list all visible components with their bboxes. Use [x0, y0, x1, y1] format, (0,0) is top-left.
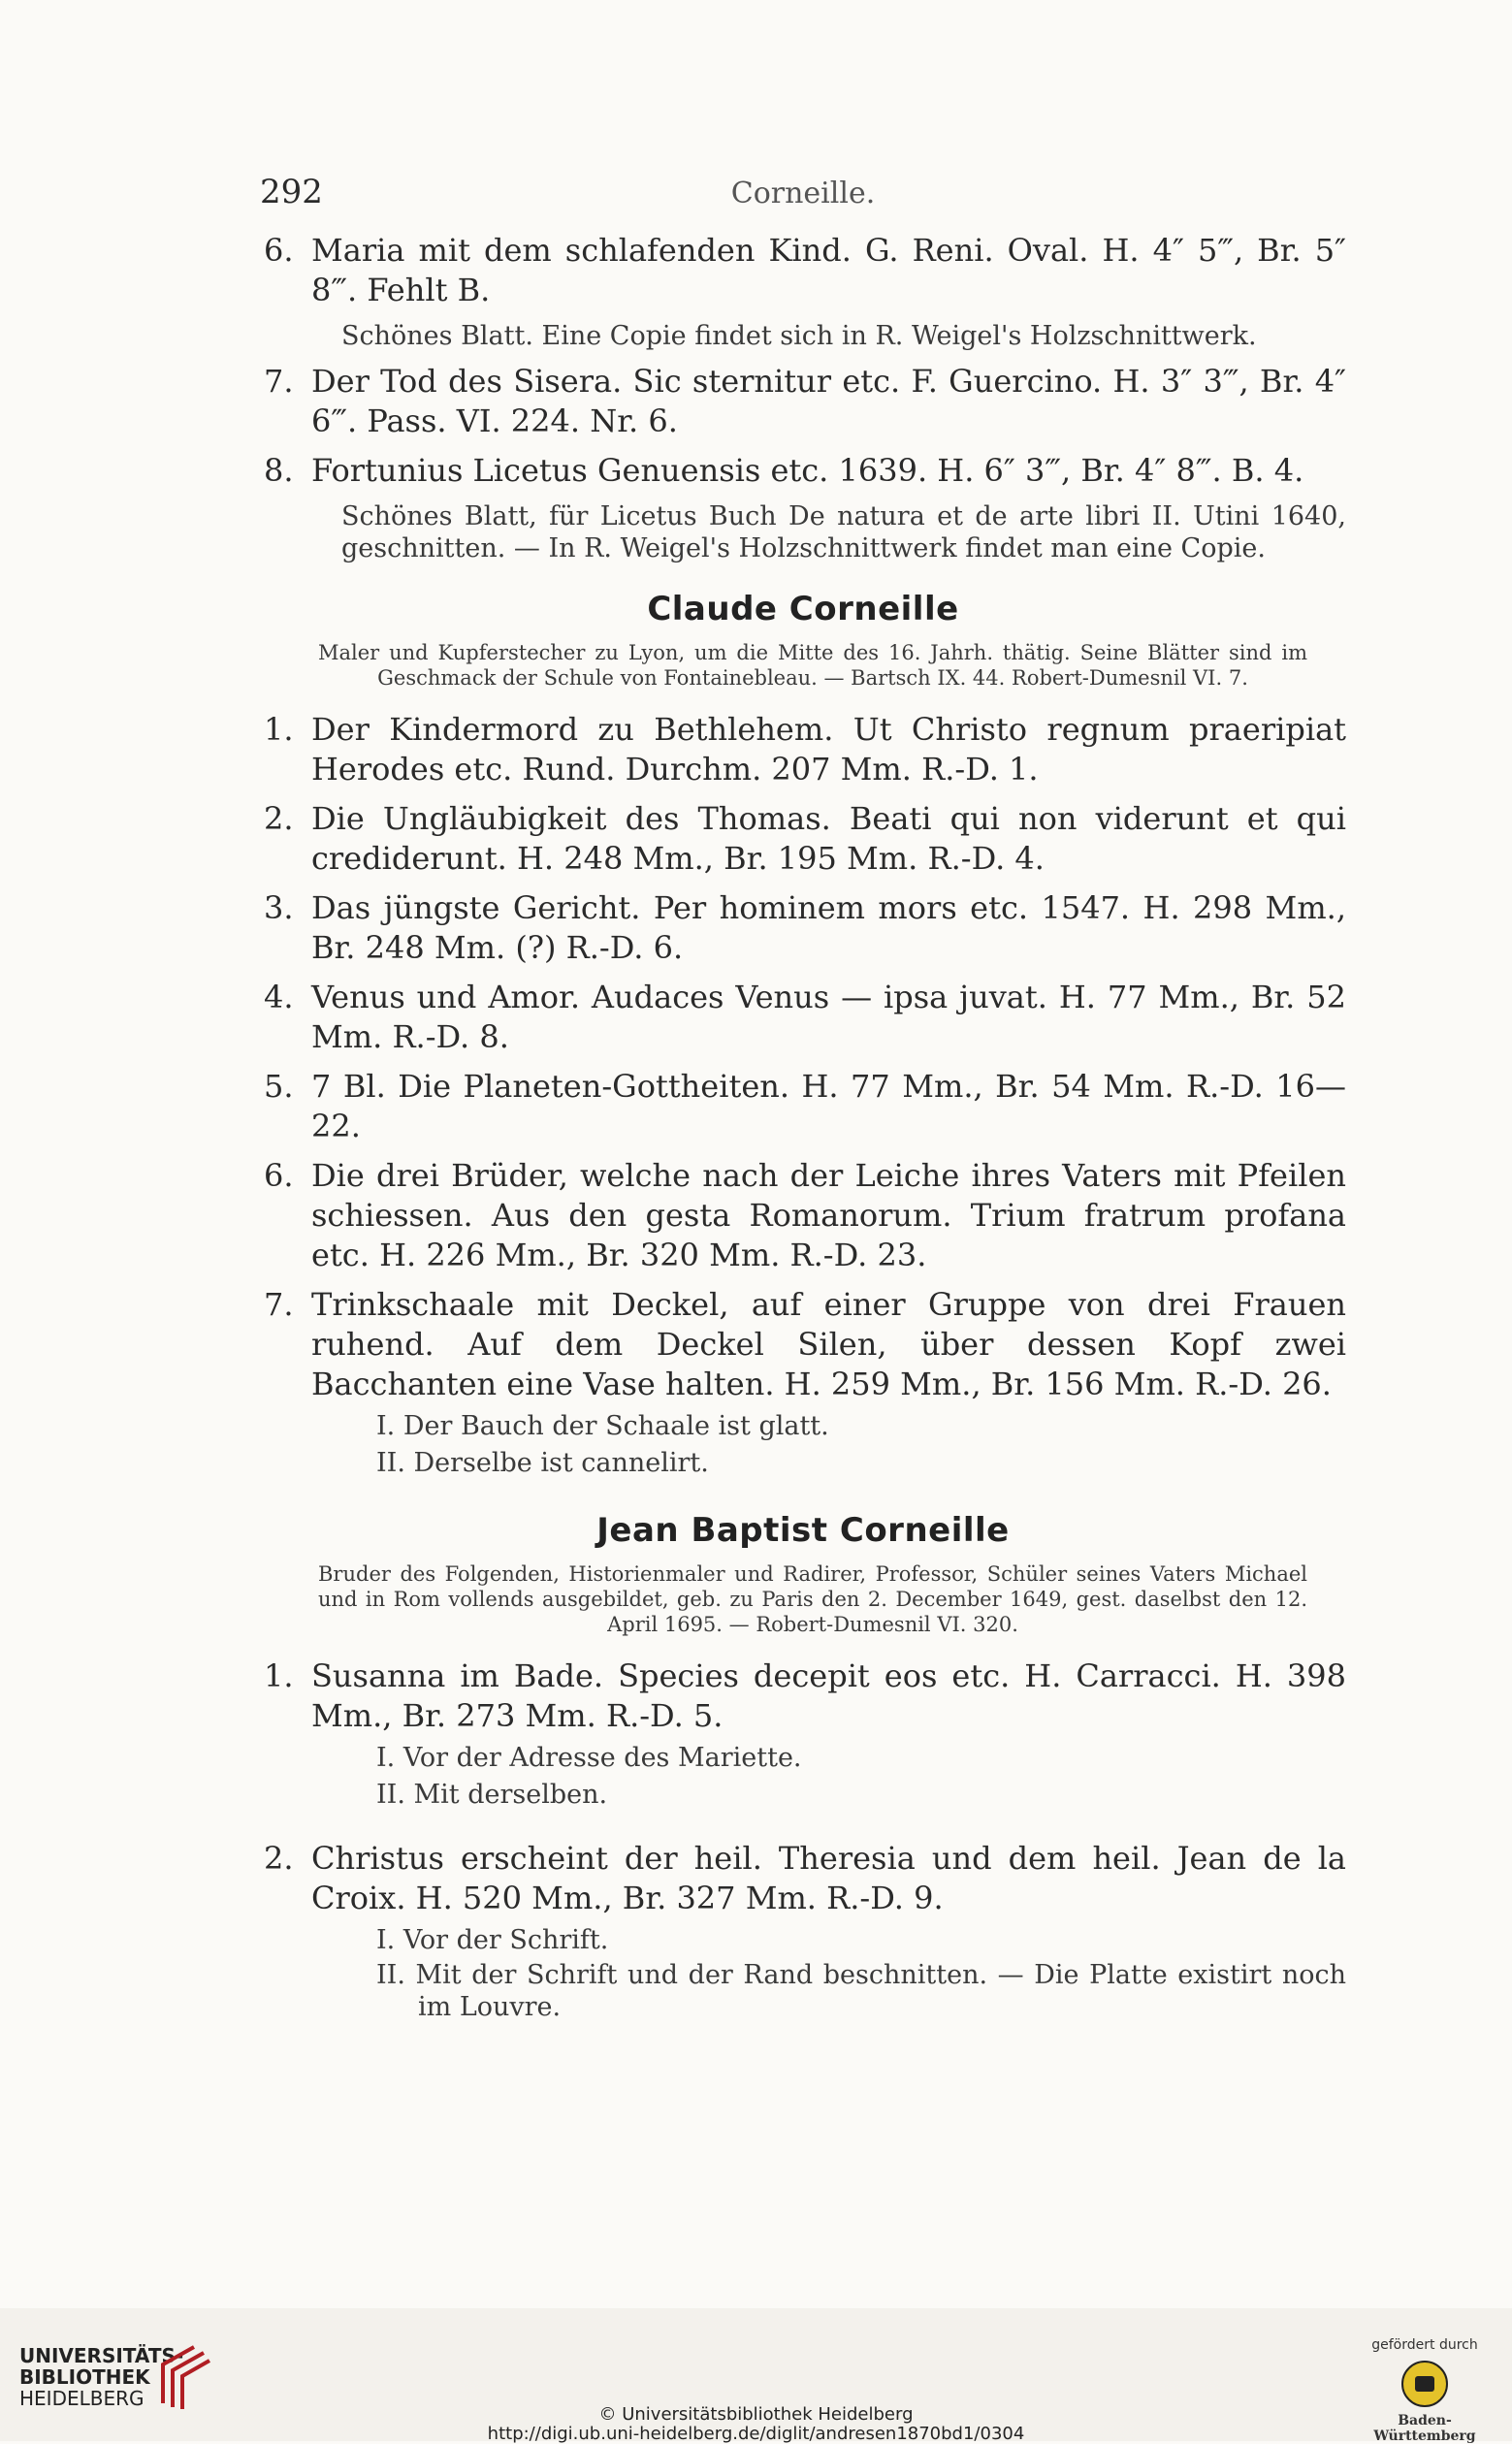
entry-text: Das jüngste Gericht. Per hominem mors etc. 1547. H. 298 Mm., Br. 248 Mm. (?) R.-D. 6.	[311, 889, 1346, 966]
state-note: I. Vor der Schrift.	[376, 1925, 609, 1955]
entry-text: Maria mit dem schlafenden Kind. G. Reni. Oval. H. 4″ 5‴, Br. 5″ 8‴. Fehlt B.	[311, 232, 1346, 308]
state-note: II. Derselbe ist cannelirt.	[376, 1448, 709, 1478]
library-emblem-icon	[155, 2343, 213, 2411]
section-bio-jean: Bruder des Folgenden, Historienmaler und Radirer, Professor, Schüler seines Vaters Michael und in Rom vollends ausgebildet, geb. zu Paris den 2. December 1649, gest. daselbst den 12. April 1695. — Robert-Dumesnil VI. 320.	[318, 1562, 1307, 1636]
list-item: 1. Der Kindermord zu Bethlehem. Ut Christo regnum praeripiat Herodes etc. Rund. Durchm. 207 Mm. R.-D. 1.	[264, 711, 1346, 788]
entry-text: Der Tod des Sisera. Sic sternitur etc. F. Guercino. H. 3″ 3‴, Br. 4″ 6‴. Pass. VI. 224. Nr. 6.	[311, 363, 1346, 439]
state-note: II. Mit derselben.	[376, 1780, 608, 1810]
state-note: I. Der Bauch der Schaale ist glatt.	[376, 1411, 829, 1441]
sponsor-block: gefördert durch Baden-Württemberg	[1371, 2337, 1478, 2444]
list-item: 4. Venus und Amor. Audaces Venus — ipsa juvat. H. 77 Mm., Br. 52 Mm. R.-D. 8.	[264, 979, 1346, 1055]
entry-text: Fortunius Licetus Genuensis etc. 1639. H. 6″ 3‴, Br. 4″ 8‴. B. 4.	[311, 452, 1304, 489]
library-logo[interactable]: UNIVERSITÄTS- BIBLIOTHEK HEIDELBERG	[19, 2344, 184, 2410]
footer-bar	[0, 2308, 1512, 2444]
list-item: 7. Trinkschaale mit Deckel, auf einer Gruppe von drei Frauen ruhend. Auf dem Deckel Silen, über dessen Kopf zwei Bacchanten eine Vase halten. H. 259 Mm., Br. 156 Mm. R.-D. 26.	[264, 1286, 1346, 1402]
entry-text: Die drei Brüder, welche nach der Leiche ihres Vaters mit Pfeilen schiessen. Aus den gesta Romanorum. Trium fratrum profana etc. H. 226 Mm., Br. 320 Mm. R.-D. 23.	[311, 1157, 1346, 1273]
list-item: 2. Christus erscheint der heil. Theresia und dem heil. Jean de la Croix. H. 520 Mm., Br. 327 Mm. R.-D. 9.	[264, 1840, 1346, 1916]
page-content	[260, 231, 1346, 2023]
entry-note: Schönes Blatt. Eine Copie findet sich in R. Weigel's Holzschnittwerk.	[341, 321, 1257, 351]
list-item: 1. Susanna im Bade. Species decepit eos etc. H. Carracci. H. 398 Mm., Br. 273 Mm. R.-D. 5.	[264, 1657, 1346, 1734]
list-item: 2. Die Ungläubigkeit des Thomas. Beati qui non viderunt et qui crediderunt. H. 248 Mm., Br. 195 Mm. R.-D. 4.	[264, 800, 1346, 877]
page-header	[260, 173, 1346, 211]
state-note: II. Mit der Schrift und der Rand beschnitten. — Die Platte existirt noch im Louvre.	[376, 1960, 1346, 2022]
list-item: 6. Die drei Brüder, welche nach der Leiche ihres Vaters mit Pfeilen schiessen. Aus den gesta Romanorum. Trium fratrum profana etc. H. 226 Mm., Br. 320 Mm. R.-D. 23.	[264, 1157, 1346, 1273]
entry-text: Der Kindermord zu Bethlehem. Ut Christo regnum praeripiat Herodes etc. Rund. Durchm. 207 Mm. R.-D. 1.	[311, 711, 1346, 788]
entry-text: Die Ungläubigkeit des Thomas. Beati qui non viderunt et qui crediderunt. H. 248 Mm., Br. 195 Mm. R.-D. 4.	[311, 800, 1346, 877]
entry-text: Trinkschaale mit Deckel, auf einer Gruppe von drei Frauen ruhend. Auf dem Deckel Silen, über dessen Kopf zwei Bacchanten eine Vase halten. H. 259 Mm., Br. 156 Mm. R.-D. 26.	[311, 1286, 1346, 1402]
state-note: I. Vor der Adresse des Mariette.	[376, 1743, 802, 1773]
entry-note: Schönes Blatt, für Licetus Buch De natura et de arte libri II. Utini 1640, geschnitten. — In R. Weigel's Holzschnittwerk findet man eine Copie.	[341, 501, 1346, 563]
section-title-jean: Jean Baptist Corneille	[596, 1511, 1010, 1550]
entry-text: 7 Bl. Die Planeten-Gottheiten. H. 77 Mm., Br. 54 Mm. R.-D. 16—22.	[311, 1068, 1346, 1144]
list-item: 6. Maria mit dem schlafenden Kind. G. Reni. Oval. H. 4″ 5‴, Br. 5″ 8‴. Fehlt B.	[264, 232, 1346, 308]
list-item: 5. 7 Bl. Die Planeten-Gottheiten. H. 77 Mm., Br. 54 Mm. R.-D. 16—22.	[264, 1068, 1346, 1144]
entry-text: Susanna im Bade. Species decepit eos etc. H. Carracci. H. 398 Mm., Br. 273 Mm. R.-D. 5.	[311, 1657, 1346, 1734]
permalink[interactable]: http://digi.ub.uni-heidelberg.de/diglit/andresen1870bd1/0304	[487, 2424, 1025, 2444]
copyright-notice: © Universitätsbibliothek Heidelberg http://digi.ub.uni-heidelberg.de/diglit/andresen1870bd1/0304	[0, 2405, 1512, 2444]
list-item: 8. Fortunius Licetus Genuensis etc. 1639. H. 6″ 3‴, Br. 4″ 8‴. B. 4.	[264, 452, 1304, 489]
list-item: 7. Der Tod des Sisera. Sic sternitur etc. F. Guercino. H. 3″ 3‴, Br. 4″ 6‴. Pass. VI. 224. Nr. 6.	[264, 363, 1346, 439]
running-head: Corneille.	[730, 177, 876, 210]
page-number: 292	[260, 173, 323, 211]
section-bio-claude: Maler und Kupferstecher zu Lyon, um die Mitte des 16. Jahrh. thätig. Seine Blätter sind im Geschmack der Schule von Fontainebleau. — Bartsch IX. 44. Robert-Dumesnil VI. 7.	[318, 641, 1307, 690]
entry-text: Venus und Amor. Audaces Venus — ipsa juvat. H. 77 Mm., Br. 52 Mm. R.-D. 8.	[311, 979, 1346, 1055]
entry-text: Christus erscheint der heil. Theresia und dem heil. Jean de la Croix. H. 520 Mm., Br. 327 Mm. R.-D. 9.	[311, 1840, 1346, 1916]
state-seal-icon	[1401, 2361, 1448, 2407]
section-title-claude: Claude Corneille	[647, 590, 959, 628]
list-item: 3. Das jüngste Gericht. Per hominem mors etc. 1547. H. 298 Mm., Br. 248 Mm. (?) R.-D. 6.	[264, 889, 1346, 966]
